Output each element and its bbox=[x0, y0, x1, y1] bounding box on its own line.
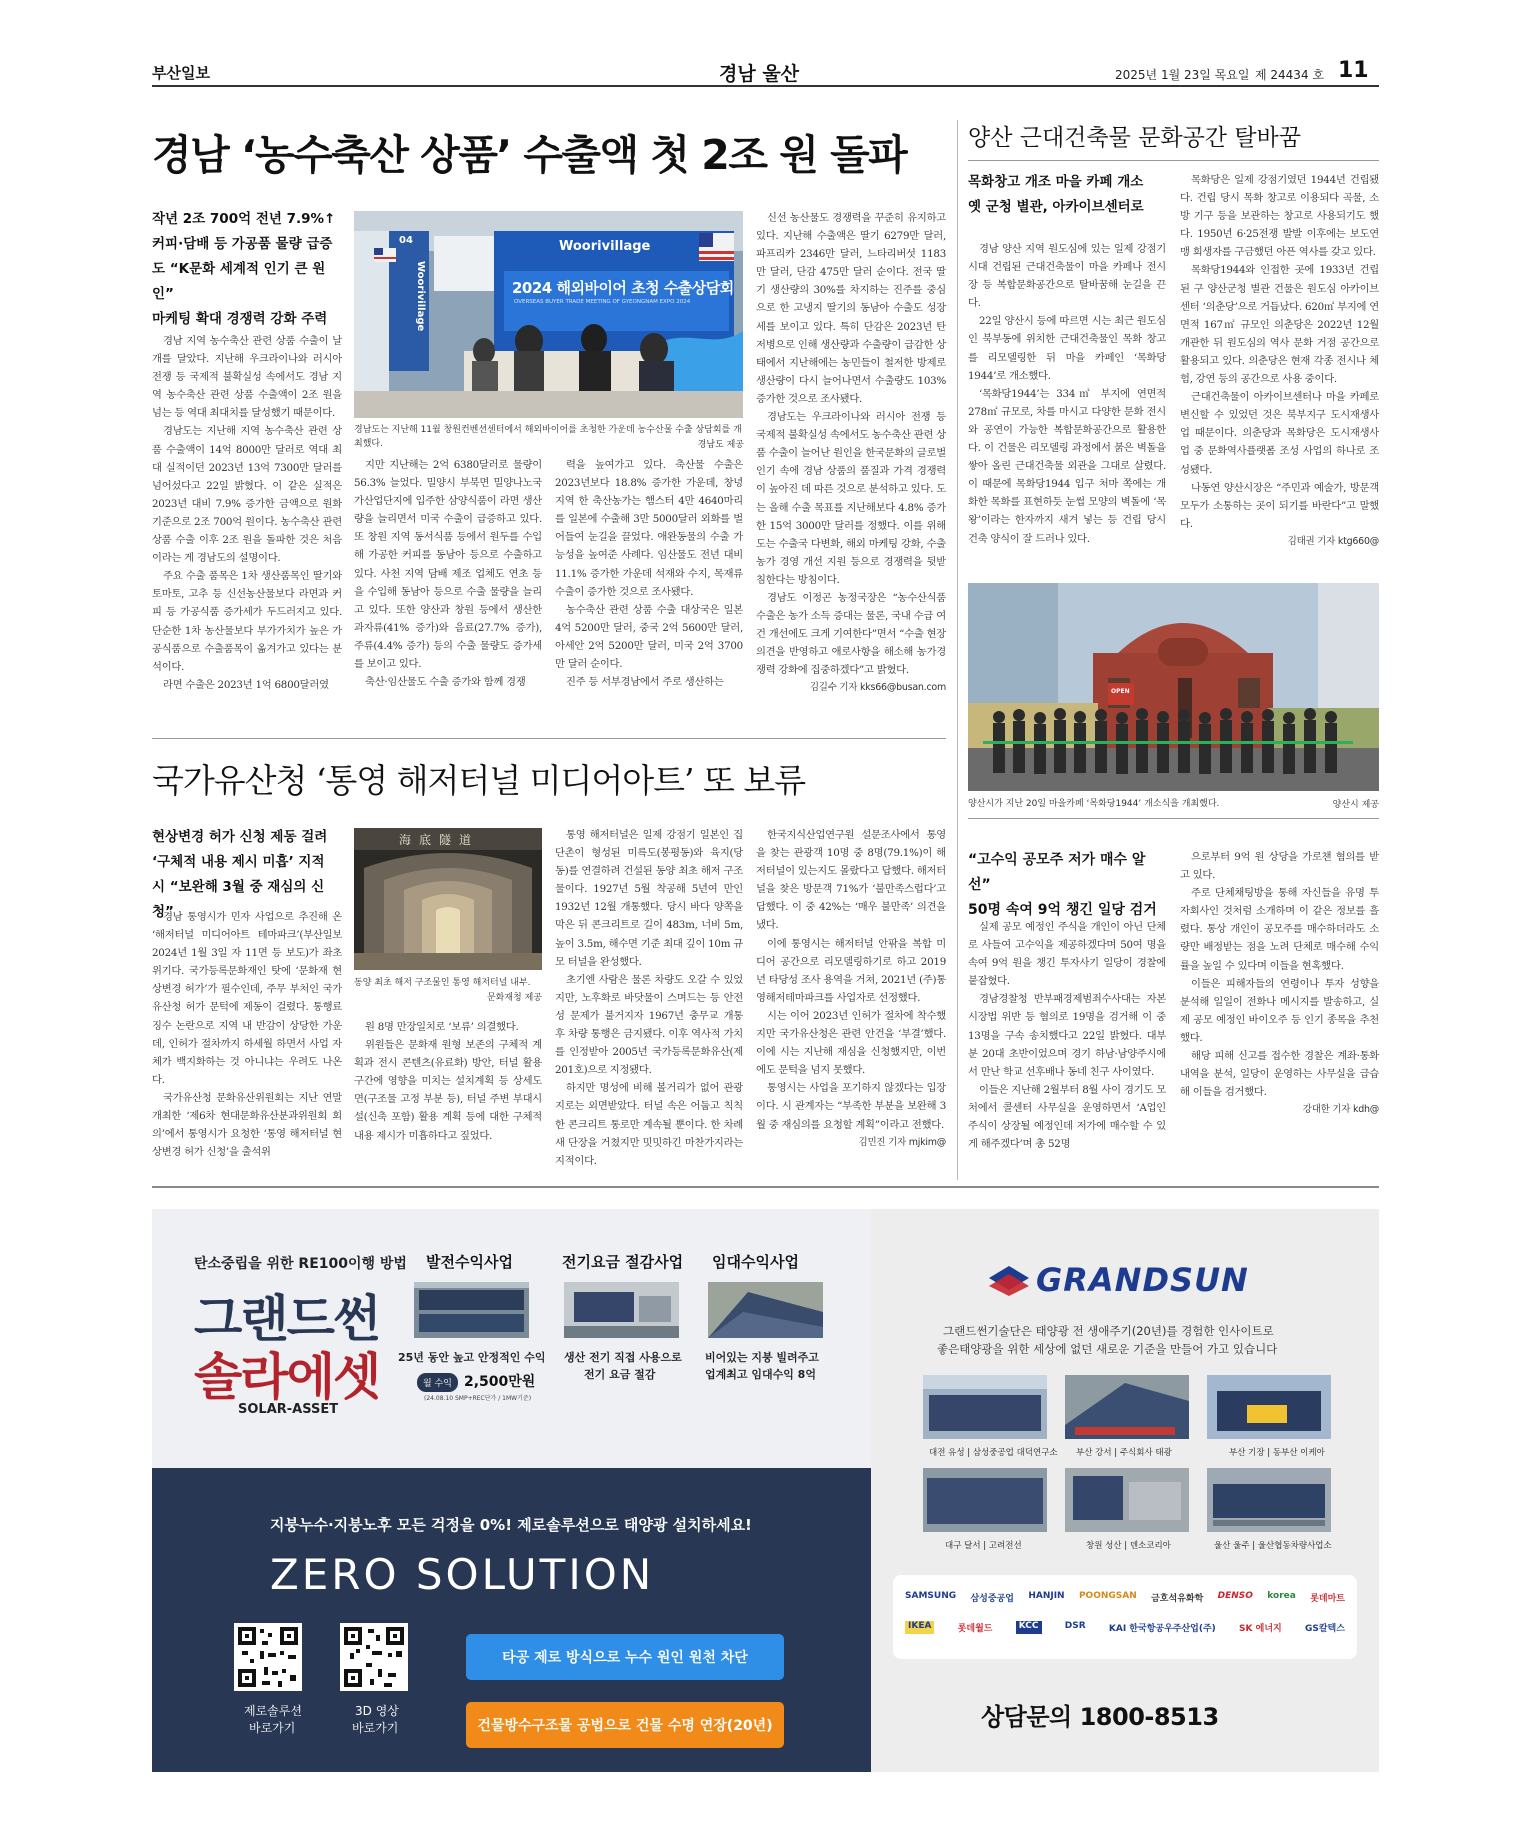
ad-tile2-desc1: 생산 전기 직접 사용으로 bbox=[564, 1351, 682, 1364]
paragraph: 진주 등 서부경남에서 주로 생산하는 bbox=[566, 676, 724, 689]
column-divider bbox=[957, 120, 958, 1180]
subhead-line: 마케팅 확대 경쟁력 강화 주력 bbox=[152, 311, 328, 327]
tunnel-photo-illustration bbox=[354, 828, 542, 970]
partner-logo: korea bbox=[1267, 1591, 1296, 1601]
article2-photo bbox=[968, 583, 1379, 791]
ad-tile3-title: 임대수익사업 bbox=[712, 1253, 799, 1271]
subhead-line: “고수익 공모주 저가 매수 알선” bbox=[968, 852, 1146, 893]
paragraph: 이들은 피해자들의 연령이나 투자 성향을 분석해 일일이 전화나 메시지를 발송하고, 실제 공모 예정인 바이오주 등 인기 종목을 추천했다. bbox=[1180, 977, 1379, 1044]
grandsun-phone: 상담문의 1800-8513 bbox=[981, 1703, 1219, 1731]
partner-logo: 롯데월드 bbox=[957, 1624, 993, 1634]
partner-logo: KAI 한국항공우주산업(주) bbox=[1108, 1624, 1216, 1634]
article3-column-2 bbox=[354, 1018, 542, 1176]
partner-logo: SK 에너지 bbox=[1239, 1624, 1282, 1634]
partner-logo: 금호석유화학 bbox=[1151, 1594, 1204, 1604]
article4-byline: 강대한 기자 kdh@ bbox=[1302, 1104, 1379, 1116]
article1-photo-credit: 경남도 제공 bbox=[697, 440, 744, 450]
paragraph: 신선 농산물도 경쟁력을 꾸준히 유지하고 있다. 지난해 수출액은 딸기 6279만 달러, 파프리카 2346만 달러, 느타리버섯 1183만 달러, 단감 475만 달러 순이다. 전국 딸기 생산량의 30%를 차지하는 진주를 중심으로 한 고냉지 딸기의 동남아 수출도 성장세를 보이고 있다. 특히 단감은 2023년 탄저병으로 인해 생산량과 수출량이 급감한 상태에서 지난해에는 농민들이 철저한 방제로 생산량이 다시 늘어나면서 수출량도 103% 증가한 것으로 조사됐다. bbox=[756, 212, 946, 405]
article2-subheads bbox=[968, 170, 1168, 220]
subhead-line: 옛 군청 별관, 아카이브센터로 bbox=[968, 199, 1144, 215]
site-label: 부산 기장 | 동부산 이케아 bbox=[1229, 1448, 1325, 1458]
grandsun-intro-2: 좋은태양광을 위한 세상에 없던 새로운 기준을 만들어 가고 있습니다 bbox=[937, 1342, 1278, 1356]
paragraph: 력을 높여가고 있다. 축산물 수출은 2023년보다 18.8% 증가한 가운데, 창녕 지역 한 축산농가는 햄스터 4만 4640마리를 일본에 수출해 3만 5000달러 외화를 벌어들여 눈길을 끌었다. 애완동물의 수출 가능성을 높여준 사례다. 임산물도 전년 대비 11.1% 증가한 가운데 석재와 수지, 목재류 수출이 증가한 것으로 조사됐다. bbox=[555, 459, 743, 598]
site-label: 울산 울주 | 울산협동차량사업소 bbox=[1214, 1541, 1332, 1551]
solar-farm-icon bbox=[414, 1282, 529, 1338]
article3-byline: 김민진 기자 mjkim@ bbox=[858, 1136, 946, 1148]
paragraph: 경남도는 우크라이나와 러시아 전쟁 등 국제적 불확실성 속에서도 농수축산 관련 상품 수출이 늘어난 원인을 한국문화의 글로벌 인기 속에 경남 상품의 품질과 가격 경쟁력이 높아진 데 따른 것으로 분석하고 있다. 도는 올해 수출 목표를 지난해보다 4.8% 증가한 15억 3000만 달러를 정했다. 이를 위해 도는 수출국 다변화, 해외 마케팅 강화, 수출 농가 경영 개선 지원 등으로 경쟁력을 뒷받침한다는 방침이다. bbox=[756, 411, 946, 586]
open-sign: OPEN bbox=[1111, 688, 1130, 695]
site-photo-icon bbox=[923, 1468, 1047, 1532]
partner-logo: GS칼텍스 bbox=[1304, 1624, 1345, 1634]
paragraph: 경남도는 지난해 지역 농수축산 관련 상품 수출액이 14억 8000만 달러로 역대 최대 실적이던 2023년 13억 7300만 달러를 넘어섰다고 22일 밝혔다. 이 같은 실적은 2023년 대비 7.9% 증가한 금액으로 원화 기준으로 2조 700억 원이다. 농수축산 관련 상품 수출 이후 2조 원을 돌파한 것은 처음이라는 게 경남도의 설명이다. bbox=[152, 425, 342, 565]
ad-brand-en: SOLAR-ASSET bbox=[238, 1402, 339, 1417]
paragraph: 한국지식산업연구원 설문조사에서 통영을 찾는 관광객 10명 중 8명(79.1%)이 해저터널이 있는지도 몰랐다고 답했다. 해저터널을 찾은 방문객 71%가 ‘불만족스럽다’고 답했다. 이 중 42%는 ‘매우 불만족’ 의견을 냈다. bbox=[756, 829, 946, 932]
rooftop-solar-icon bbox=[564, 1282, 679, 1338]
article1-headline: 경남 ‘농수축산 상품’ 수출액 첫 2조 원 돌파 bbox=[152, 131, 907, 179]
expo-banner-sub: OVERSEAS BUYER TRADE MEETING OF GYEONGNAM EXPO 2024 bbox=[514, 299, 691, 305]
article3-column-4 bbox=[756, 826, 946, 1176]
paragraph: 라면 수출은 2023년 1억 6800달러였 bbox=[163, 678, 329, 691]
article4-subheads bbox=[968, 848, 1168, 923]
site-label: 창원 성산 | 덴소코리아 bbox=[1086, 1541, 1171, 1551]
paragraph: 해당 피해 신고를 접수한 경찰은 계좌·통화내역을 분석, 일당이 운영하는 사무실을 급습해 이들을 검거했다. bbox=[1180, 1050, 1379, 1099]
article4-column-2 bbox=[1180, 848, 1379, 1176]
ad-promo: 지붕누수·지붕노후 모든 걱정을 0%! 제로솔루션으로 태양광 설치하세요! bbox=[270, 1516, 752, 1534]
ad-tile1-title: 발전수익사업 bbox=[426, 1253, 513, 1271]
booth-name-sign: Woorivillage bbox=[559, 239, 651, 254]
article2-bottom-rule bbox=[968, 818, 1379, 819]
partner-row-2 bbox=[905, 1621, 1345, 1634]
subhead-line: 목화창고 개조 마을 카페 개소 bbox=[968, 174, 1144, 190]
article1-column-3 bbox=[555, 456, 743, 728]
ad-left-panel bbox=[152, 1209, 871, 1772]
paragraph: 경남경찰청 반부패경제범죄수사대는 자본시장법 위반 등 혐의로 19명을 검거해 이 중 13명을 구속 송치했다고 22일 밝혔다. 대부분 20대 초반이었으며 경기 하남·남양주시에서 만난 학교 선후배나 동네 친구 사이였다. bbox=[968, 993, 1166, 1078]
article2-photo-caption: 양산시가 지난 20일 마을카페 ‘목화당1944’ 개소식을 개최했다. bbox=[968, 799, 1220, 809]
site-photo-icon bbox=[1207, 1468, 1331, 1532]
paragraph: 하지만 명성에 비해 볼거리가 없어 관광지로는 외면받았다. 터널 속은 어둡고 칙칙한 콘크리트 통로만 계속될 뿐이다. 한 차례 새 단장을 거쳤지만 밋밋하긴 마찬가지라는 지적이다. bbox=[555, 1082, 743, 1167]
site-label: 부산 강서 | 주식회사 태광 bbox=[1076, 1448, 1172, 1458]
subhead-line: 도 “K문화 세계적 인기 큰 원인” bbox=[152, 261, 326, 302]
subhead-line: 작년 2조 700억 전년 7.9%↑ bbox=[152, 211, 336, 227]
opening-ceremony-illustration bbox=[968, 583, 1379, 791]
paragraph: 주로 단체채팅방을 통해 자신들을 유명 투자회사인 것처럼 소개하며 이 같은 정보를 흘렸다. 통상 개인이 공모주를 매수하더라도 소량만 배정받는 점을 노려 단체로 매수해 수익률을 높일 수 있다며 이들을 현혹했다. bbox=[1180, 887, 1379, 972]
site-photo-icon bbox=[1065, 1468, 1189, 1532]
paragraph: 경남 양산 지역 원도심에 있는 일제 강점기 시대 건립된 근대건축물이 마을 카페나 전시장 등 복합문화공간으로 탈바꿈해 눈길을 끈다. bbox=[968, 243, 1166, 310]
issue-date: 2025년 1월 23일 목요일 bbox=[1115, 68, 1250, 82]
booth-number: 04 bbox=[399, 235, 413, 246]
paragraph: 원 8명 만장일치로 ‘보류’ 의결했다. bbox=[365, 1021, 519, 1033]
ad-brand-line1: 그랜드썬 bbox=[194, 1290, 380, 1348]
ad-feature-button-1[interactable]: 타공 제로 방식으로 누수 원인 원천 차단 bbox=[466, 1634, 784, 1680]
ad-tile1-badge: 월 수익 bbox=[417, 1373, 458, 1392]
header-rule bbox=[152, 85, 1379, 87]
paragraph: 22일 양산시 등에 따르면 시는 최근 원도심인 북부동에 위치한 근대건축물인 목화 창고를 리모델링한 뒤 마을 카페인 ‘목화당1944’로 개소했다. bbox=[968, 315, 1166, 382]
article3-photo-caption: 동양 최초 해저 구조물인 통영 해저터널 내부. bbox=[354, 978, 531, 988]
paragraph: 축산·임산물도 수출 증가와 함께 경쟁 bbox=[365, 676, 526, 689]
partner-logo: 삼성중공업 bbox=[970, 1594, 1014, 1604]
ad-tile1-amount: 2,500만원 bbox=[464, 1374, 536, 1390]
partner-logo: 롯데마트 bbox=[1310, 1594, 1345, 1604]
ad-tile1-note: (24.08.10 SMP+REC단가 / 1MW기준) bbox=[424, 1395, 532, 1402]
paragraph: 시는 이어 2023년 인허가 절차에 착수했지만 국가유산청은 관련 안건을 ‘부결’했다. 이에 시는 지난해 재심을 신청했지만, 이번에도 문턱을 넘지 못했다. bbox=[756, 1009, 946, 1077]
ad-tile2-title: 전기요금 절감사업 bbox=[562, 1253, 684, 1271]
paragraph: 경남도 이정곤 농정국장은 “농수산식품 수출은 농가 소득 증대는 물론, 국내 수급 여건 개선에도 크게 기여한다”면서 “수출 현장 의견을 반영하고 애로사항을 해소해 농가경쟁력 강화에 집중하겠다”고 밝혔다. bbox=[756, 591, 946, 677]
qr2-label-2: 바로가기 bbox=[352, 1721, 399, 1735]
site-photo-icon bbox=[1207, 1375, 1331, 1439]
subhead-line: ‘구체적 내용 제시 미흡’ 지적 bbox=[152, 854, 325, 870]
ad-top-rule bbox=[152, 1186, 1379, 1188]
factory-roof-icon bbox=[708, 1282, 823, 1338]
paragraph: 초기엔 사람은 물론 차량도 오갈 수 있었지만, 노후화로 바닷물이 스며드는 등 안전성 문제가 불거지자 1967년 충무교 개통 후 차량 통행은 금지됐다. 이후 역사적 가치를 인정받아 2005년 국가등록문화유산(제201호)으로 지정됐다. bbox=[555, 973, 743, 1077]
article3-photo bbox=[354, 828, 542, 970]
ad-tile3-desc1: 비어있는 지붕 빌려주고 bbox=[705, 1351, 819, 1364]
ad-zero-solution-panel bbox=[152, 1468, 871, 1772]
article1-byline: 김길수 기자 kks66@busan.com bbox=[809, 682, 946, 694]
grandsun-logo-icon bbox=[987, 1264, 1031, 1298]
grandsun-logo: GRANDSUN bbox=[1036, 1261, 1249, 1299]
page-number: 11 bbox=[1338, 58, 1369, 83]
paragraph: 통영시는 사업을 포기하지 않겠다는 입장이다. 시 관계자는 “부족한 부분을 보완해 3월 중 재심의를 요청할 계획”이라고 전했다. bbox=[756, 1082, 946, 1131]
ad-zero-solution: ZERO SOLUTION bbox=[270, 1550, 655, 1599]
paragraph: 으로부터 9억 원 상당을 가로챈 혐의를 받고 있다. bbox=[1180, 851, 1379, 882]
partner-row-1 bbox=[905, 1591, 1345, 1604]
partner-logo: POONGSAN bbox=[1078, 1591, 1137, 1601]
article-divider bbox=[152, 738, 946, 739]
article1-column-4 bbox=[756, 209, 946, 728]
article2-byline: 김태권 기자 ktg660@ bbox=[1287, 535, 1379, 547]
qr1-label-1: 제로솔루션 bbox=[244, 1704, 302, 1718]
paragraph: 농수축산 관련 상품 수출 대상국은 일본 4억 5200만 달러, 중국 2억 5600만 달러, 아세안 2억 5200만 달러, 미국 2억 3700만 달러 순이다. bbox=[555, 603, 743, 671]
site-photo-icon bbox=[923, 1375, 1047, 1439]
qr-code-icon[interactable] bbox=[234, 1623, 302, 1691]
tunnel-sign: 海底隧道 bbox=[399, 833, 480, 847]
paragraph: 지만 지난해는 2억 6380달러로 물량이 56.3% 늘었다. 밀양시 부북면 밀양나노국가산업단지에 입주한 삼양식품이 라면 생산량을 늘리면서 미국 수출이 급증하고 있다. 또 창원 지역 동서식품 등에서 원두를 수입해 가공한 커피를 동남아 등으로 수출하고 있다. 사천 지역 담배 제조 업체도 연초 등을 수입해 동남아 등으로 수출 물량을 늘리고 있다. 또한 양산과 창원 등에서 생산한 과자류(41% 증가)와 음료(27.7% 증가), 주류(4.4% 증가) 등의 수출 물량도 증가세를 보이고 있다. bbox=[354, 459, 542, 671]
paragraph: 이에 통영시는 해저터널 안팎을 복합 미디어 공간으로 리모델링하기로 하고 2019년 타당성 조사 용역을 거쳐, 2021년 (주)통영해저테마파크를 사업자로 선정했다. bbox=[756, 937, 946, 1004]
article2-column-1 bbox=[968, 240, 1166, 568]
ad-tile1-desc: 25년 동안 높고 안정적인 수익 bbox=[398, 1351, 546, 1364]
ad-right-panel bbox=[871, 1209, 1379, 1772]
ad-feature-button-2[interactable]: 건물방수구조물 공법으로 건물 수명 연장(20년) bbox=[466, 1702, 784, 1748]
paragraph: 위원들은 문화재 원형 보존의 구체적 계획과 전시 콘텐츠(유료화) 방안, 터널 활용구간에 영향을 미치는 설치계획 등 상세도면(구조물 고정 부분 등), 터널 주변 부대시설(신축 포함) 활용 계획 등에 대한 구체적 내용 제시가 미흡하다고 짚었다. bbox=[354, 1039, 542, 1142]
partner-logos-box bbox=[893, 1575, 1357, 1659]
article3-column-1 bbox=[152, 908, 342, 1176]
partner-logo: SAMSUNG bbox=[905, 1591, 957, 1601]
article1-subheads bbox=[152, 207, 342, 332]
paragraph: 통영 해저터널은 일제 강점기 일본인 집단촌이 형성된 미륵도(봉평동)와 육지(당동)를 연결하려 건설된 동양 최초 해저 구조물이다. 1927년 5월 착공해 5년여 만인 1932년 12월 개통했다. 당시 바다 양쪽을 막은 뒤 콘크리트로 길이 483m, 너비 5m, 높이 3.5m, 해수면 기준 최대 깊이 10m 규모 터널을 완성했다. bbox=[555, 829, 743, 968]
qr-code-icon[interactable] bbox=[340, 1623, 408, 1691]
article2-headline: 양산 근대건축물 문화공간 탈바꿈 bbox=[968, 125, 1301, 151]
qr2-label-1: 3D 영상 bbox=[355, 1704, 399, 1718]
paragraph: 목화당은 일제 강점기였던 1944년 건립됐다. 건립 당시 목화 창고로 이용되다 곡물, 소방 기구 등을 보관하는 창고로 사용되기도 했다. 1950년 6·25전쟁 발발 이후에는 보도연맹 희생자를 구금했던 아픈 역사를 갖고 있다. bbox=[1180, 174, 1379, 259]
caption-text: 경남도는 지난해 11월 창원컨벤션센터에서 해외바이어를 초청한 가운데 농수산물 수출 상담회를 개최했다. bbox=[354, 425, 742, 449]
subhead-line: 50명 속여 9억 챙긴 일당 검거 bbox=[968, 902, 1157, 918]
partner-logo: IKEA bbox=[905, 1621, 934, 1634]
paragraph: 근대건축물이 아카이브센터나 마을 카페로 변신할 수 있었던 것은 북부지구 도시재생사업 때문이다. 의춘당과 목화당은 도시재생사업 중 문화역사플랫폼 조성 사업의 하나로 조성됐다. bbox=[1180, 391, 1379, 476]
article1-column-2 bbox=[354, 456, 542, 728]
qr1-label-2: 바로가기 bbox=[249, 1721, 296, 1735]
partner-logo: DSR bbox=[1064, 1621, 1086, 1631]
article1-photo bbox=[354, 211, 743, 418]
paragraph: 국가유산청 문화유산위원회는 지난 연말 개최한 ‘제6차 현대문화유산분과위원회 회의’에서 통영시가 요청한 ‘통영 해저터널 현상변경 허가 신청’을 출석위 bbox=[152, 1091, 342, 1159]
partner-logo: DENSO bbox=[1217, 1591, 1253, 1601]
article2-column-2 bbox=[1180, 171, 1379, 568]
paragraph: 나동연 양산시장은 “주민과 예술가, 방문객 모두가 소통하는 곳이 되기를 바란다”고 말했다. bbox=[1180, 481, 1379, 530]
site-label: 대전 유성 | 삼성중공업 대덕연구소 bbox=[929, 1448, 1058, 1458]
article3-photo-credit: 문화재청 제공 bbox=[486, 993, 542, 1003]
issue-number: 제 24434 호 bbox=[1255, 68, 1324, 82]
section-name: 경남 울산 bbox=[719, 63, 800, 85]
paragraph: 실제 공모 예정인 주식을 개인이 아닌 단체로 사들여 고수익을 제공하겠다며 50여 명을 속여 9억 원을 챙긴 투자사기 일당이 경찰에 붙잡혔다. bbox=[968, 921, 1166, 988]
subhead-line: 현상변경 허가 신청 제동 걸려 bbox=[152, 829, 328, 845]
article4-column-1 bbox=[968, 918, 1166, 1176]
ad-tile2-desc2: 전기 요금 절감 bbox=[584, 1368, 656, 1381]
article2-rule bbox=[968, 160, 1379, 161]
expo-banner: 2024 해외바이어 초청 수출상담회 bbox=[512, 279, 734, 297]
booth-vertical-sign: Woorivillage bbox=[415, 261, 426, 332]
paragraph: 경남 지역 농수축산 관련 상품 수출이 날개를 달았다. 지난해 우크라이나와 러시아 전쟁 등 국제적 불확실성 속에서도 경남 지역 농수축산 관련 상품 수출액이 2조 원을 넘는 등 역대 최대치를 달성했기 때문이다. bbox=[152, 335, 342, 420]
article2-photo-credit: 양산시 제공 bbox=[1332, 800, 1379, 810]
grandsun-intro-1: 그랜드썬기술단은 태양광 전 생애주기(20년)를 경험한 인사이트로 bbox=[943, 1324, 1274, 1338]
article1-column-1 bbox=[152, 332, 342, 728]
paragraph: 목화당1944와 인접한 곳에 1933년 건립된 구 양산군청 별관 건물은 원도심 아카이브센터 ‘의춘당’으로 거듭났다. 620㎡ 부지에 연면적 167㎡ 규모인 의춘당은 2022년 12월 개관한 뒤 원도심의 역사 문화 거점 공간으로 활용되고 있다. 의춘당은 현재 각종 전시나 체험, 강연 등의 공간으로 사용 중이다. bbox=[1180, 264, 1379, 386]
site-photo-icon bbox=[1065, 1375, 1189, 1439]
subhead-line: 커피·담배 등 가공품 물량 급증 bbox=[152, 236, 333, 252]
masthead: 부산일보 bbox=[152, 64, 210, 82]
site-label: 대구 달서 | 고려전선 bbox=[945, 1541, 1022, 1551]
paragraph: 이들은 지난해 2월부터 8월 사이 경기도 모처에서 콜센터 사무실을 운영하면서 ‘A업인 주식이 상장될 예정인데 저가에 매수할 수 있게 해주겠다’며 총 52명 bbox=[968, 1083, 1166, 1151]
advertisement bbox=[152, 1209, 1379, 1772]
paragraph: 주요 수출 품목은 1차 생산품목인 딸기와 토마토, 고추 등 신선농산물보다 라면과 커피 등 가공식품 증가세가 두드러지고 있다. 단순한 1차 농산물보다 부가가치가 높은 가공식품으로 수출품목이 옮겨가고 있다는 분석이다. bbox=[152, 570, 342, 673]
ad-tagline: 탄소중립을 위한 RE100이행 방법 bbox=[194, 1256, 407, 1272]
partner-logo: KCC bbox=[1016, 1621, 1042, 1634]
partner-logo: HANJIN bbox=[1028, 1591, 1065, 1601]
subhead-line: 시 “보완해 3월 중 재심의 신청” bbox=[152, 879, 325, 920]
ad-tile3-desc2: 업계최고 임대수익 8억 bbox=[705, 1368, 816, 1381]
article3-column-3 bbox=[555, 826, 743, 1176]
paragraph: ‘목화당1944’는 334㎡ 부지에 연면적 278㎡ 규모로, 차를 마시고 다양한 문화 전시와 공연이 가능한 복합문화공간으로 활용한다. 이 건물은 리모델링 과정에서 붉은 벽돌을 쌓아 올린 근대건축물 외관을 그대로 살렸다. 이 때문에 목화당1944 입구 처마 쪽에는 개화한 목화를 표현하듯 눈썹 모양의 벽돌에 ‘목왕’이라는 한자까지 새겨 넣는 등 건립 당시 건축 양식이 잘 드러나 있다. bbox=[968, 387, 1166, 545]
ad-brand-line2: 솔라에셋 bbox=[194, 1348, 380, 1406]
article3-headline: 국가유산청 ‘통영 해저터널 미디어아트’ 또 보류 bbox=[152, 761, 806, 800]
paragraph: 경남 통영시가 민자 사업으로 추진해 온 ‘해저터널 미디어아트 테마파크’(부산일보 2024년 1월 3일 자 11면 등 보도)가 좌초 위기다. 국가등록문화재인 탓에 ‘문화재 현상변경 허가’가 필수인데, 주무 부처인 국가유산청 허가 문턱에 제동이 걸렸다. 통행료 징수 논란으로 지역 내 반감이 상당한 가운데, 인허가 절차까지 하세월 하면서 사업 자체가 백지화하는 것 아니냐는 우려도 나온다. bbox=[152, 911, 342, 1086]
